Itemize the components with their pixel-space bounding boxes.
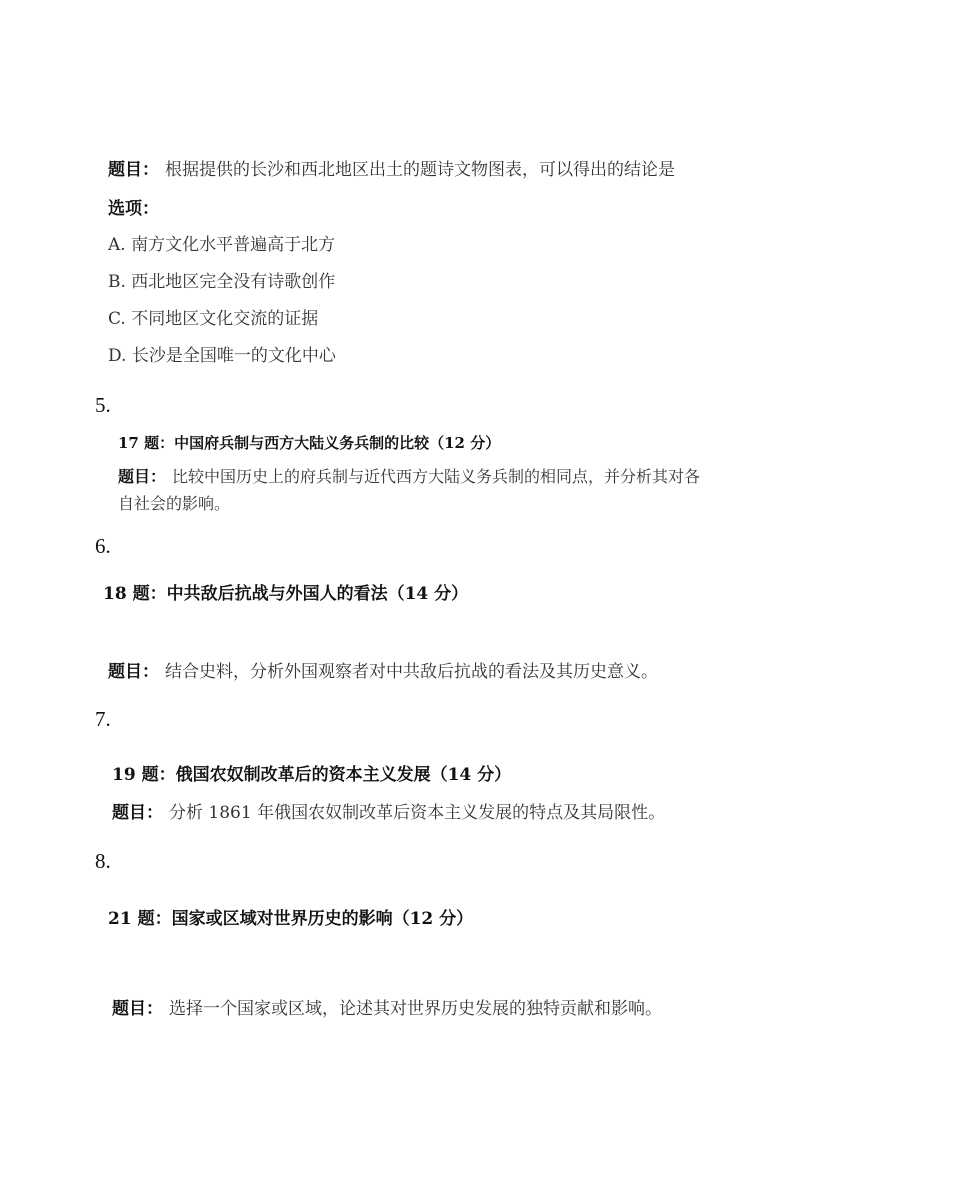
section-question xyxy=(112,798,665,823)
option-a: A. 南方文化水平普遍高于北方 xyxy=(108,235,336,255)
question-label: 题目： xyxy=(112,803,163,823)
options-label: 选项： xyxy=(108,199,159,219)
question-text-line-1: 分析 1861 年俄国农奴制改革后资本主义发展的特点及其局限性。 xyxy=(169,803,666,823)
option-c: C. 不同地区文化交流的证据 xyxy=(108,309,319,329)
question-label: 题目： xyxy=(118,467,167,486)
section-heading: 18 题：中共敌后抗战与外国人的看法（14 分） xyxy=(103,584,469,604)
question-text-line-1: 结合史料，分析外国观察者对中共敌后抗战的看法及其历史意义。 xyxy=(165,662,658,682)
section-number: 8. xyxy=(95,849,111,873)
question-label: 题目： xyxy=(108,160,159,180)
section-heading: 19 题：俄国农奴制改革后的资本主义发展（14 分） xyxy=(112,765,512,785)
question-label: 题目： xyxy=(108,662,159,682)
question-text-line-1: 选择一个国家或区域，论述其对世界历史发展的独特贡献和影响。 xyxy=(169,999,662,1019)
section-number: 6. xyxy=(95,534,111,558)
section-heading: 17 题：中国府兵制与西方大陆义务兵制的比较（12 分） xyxy=(118,434,501,452)
option-d: D. 长沙是全国唯一的文化中心 xyxy=(108,346,336,366)
question-text-line-1: 比较中国历史上的府兵制与近代西方大陆义务兵制的相同点，并分析其对各 xyxy=(172,467,701,486)
section-question xyxy=(108,657,658,682)
section-question xyxy=(118,464,700,487)
question-label: 题目： xyxy=(112,999,163,1019)
section-number: 7. xyxy=(95,707,111,731)
question-text-line-2: 自社会的影响。 xyxy=(118,494,231,513)
option-b: B. 西北地区完全没有诗歌创作 xyxy=(108,272,336,292)
question-text: 根据提供的长沙和西北地区出土的题诗文物图表，可以得出的结论是 xyxy=(165,160,675,180)
section-number: 5. xyxy=(95,393,111,417)
section-heading: 21 题：国家或区域对世界历史的影响（12 分） xyxy=(108,909,474,929)
section-question xyxy=(112,994,662,1019)
question-4-prompt xyxy=(108,155,675,180)
